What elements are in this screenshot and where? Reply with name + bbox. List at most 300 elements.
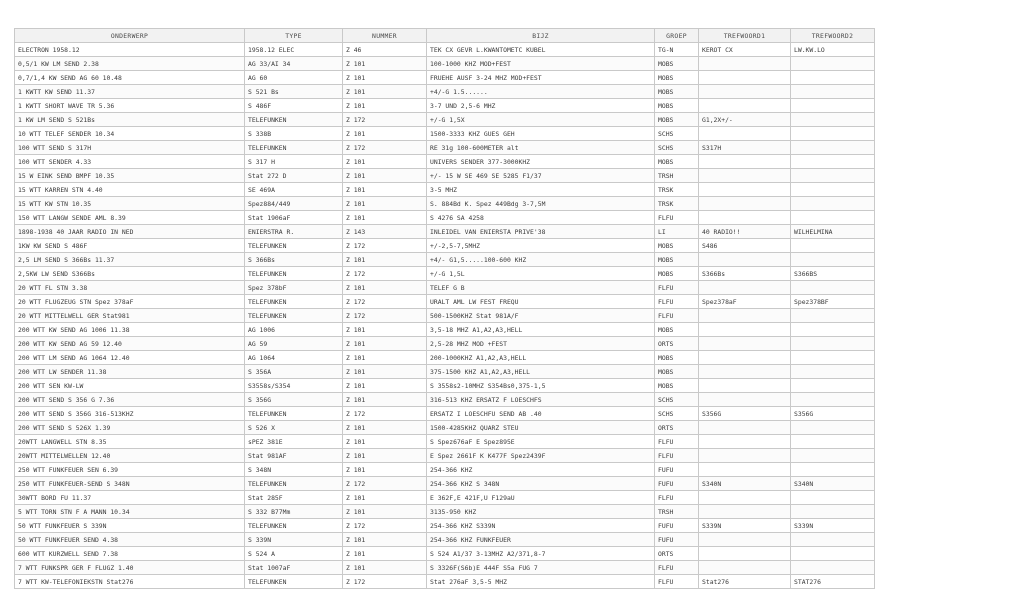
cell-type: TELEFUNKEN xyxy=(245,519,343,533)
cell-nummer: Z 101 xyxy=(343,351,427,365)
cell-trefwoord2 xyxy=(791,393,875,407)
cell-nummer: Z 172 xyxy=(343,239,427,253)
cell-onderwerp: 200 WTT LW SENDER 11.38 xyxy=(15,365,245,379)
cell-onderwerp: 50 WTT FUNKFEUER SEND 4.38 xyxy=(15,533,245,547)
cell-groep: FLFU xyxy=(655,309,699,323)
cell-nummer: Z 101 xyxy=(343,547,427,561)
cell-onderwerp: 20WTT MITTELWELLEN 12.40 xyxy=(15,449,245,463)
cell-type: TELEFUNKEN xyxy=(245,477,343,491)
cell-trefwoord2 xyxy=(791,281,875,295)
cell-trefwoord2 xyxy=(791,71,875,85)
table-header-row xyxy=(15,29,875,43)
cell-trefwoord1 xyxy=(699,127,791,141)
cell-nummer: Z 101 xyxy=(343,57,427,71)
cell-groep: TRSH xyxy=(655,169,699,183)
cell-nummer: Z 101 xyxy=(343,393,427,407)
cell-bijz: 3-7 UND 2,5-6 MHZ xyxy=(427,99,655,113)
cell-nummer: Z 101 xyxy=(343,197,427,211)
cell-nummer: Z 172 xyxy=(343,295,427,309)
cell-nummer: Z 101 xyxy=(343,85,427,99)
cell-bijz: +/-G 1,5L xyxy=(427,267,655,281)
cell-type: TELEFUNKEN xyxy=(245,575,343,589)
cell-groep: FUFU xyxy=(655,519,699,533)
table-row xyxy=(15,407,875,421)
cell-nummer: Z 172 xyxy=(343,267,427,281)
cell-trefwoord2 xyxy=(791,169,875,183)
table-row xyxy=(15,57,875,71)
cell-bijz: 100-1000 KHZ MOD+FEST xyxy=(427,57,655,71)
cell-type: S 486F xyxy=(245,99,343,113)
cell-onderwerp: 1KW KW SEND S 486F xyxy=(15,239,245,253)
cell-type: AG 59 xyxy=(245,337,343,351)
cell-trefwoord1: S339N xyxy=(699,519,791,533)
table-row xyxy=(15,281,875,295)
cell-trefwoord1 xyxy=(699,561,791,575)
cell-groep: FLFU xyxy=(655,295,699,309)
cell-onderwerp: 15 WTT KARREN STN 4.40 xyxy=(15,183,245,197)
cell-bijz: 1500-3333 KHZ GUES GEH xyxy=(427,127,655,141)
cell-trefwoord2: Spez378BF xyxy=(791,295,875,309)
cell-trefwoord1: Stat276 xyxy=(699,575,791,589)
cell-nummer: Z 101 xyxy=(343,449,427,463)
cell-onderwerp: 200 WTT KW SEND AG 1006 11.38 xyxy=(15,323,245,337)
cell-nummer: Z 101 xyxy=(343,71,427,85)
cell-onderwerp: 1898-1938 40 JAAR RADIO IN NED xyxy=(15,225,245,239)
cell-bijz: TEK CX GEVR L.KWANTOMETC KUBEL xyxy=(427,43,655,57)
cell-nummer: Z 101 xyxy=(343,491,427,505)
table-row xyxy=(15,365,875,379)
cell-trefwoord1 xyxy=(699,85,791,99)
cell-bijz: +4/- G1,5.....100-600 KHZ xyxy=(427,253,655,267)
cell-nummer: Z 143 xyxy=(343,225,427,239)
cell-onderwerp: 0,7/1,4 KW SEND AG 60 10.48 xyxy=(15,71,245,85)
cell-onderwerp: 10 WTT TELEF SENDER 10.34 xyxy=(15,127,245,141)
cell-trefwoord2: WILHELMINA xyxy=(791,225,875,239)
cell-trefwoord1 xyxy=(699,71,791,85)
cell-nummer: Z 101 xyxy=(343,99,427,113)
cell-type: TELEFUNKEN xyxy=(245,407,343,421)
cell-type: S 366Bs xyxy=(245,253,343,267)
cell-groep: MOBS xyxy=(655,71,699,85)
table-header xyxy=(15,29,875,43)
cell-trefwoord1 xyxy=(699,365,791,379)
cell-nummer: Z 101 xyxy=(343,379,427,393)
cell-trefwoord1: 40 RADIO!! xyxy=(699,225,791,239)
cell-bijz: 316-513 KHZ ERSATZ F LOESCHFS xyxy=(427,393,655,407)
table-row xyxy=(15,337,875,351)
cell-nummer: Z 101 xyxy=(343,323,427,337)
cell-bijz: S 3558s2-10MHZ S354Bs0,375-1,5 xyxy=(427,379,655,393)
table-row xyxy=(15,393,875,407)
cell-nummer: Z 172 xyxy=(343,407,427,421)
cell-groep: MOBS xyxy=(655,113,699,127)
cell-trefwoord1: S356G xyxy=(699,407,791,421)
cell-bijz: 3,5-18 MHZ A1,A2,A3,HELL xyxy=(427,323,655,337)
column-header-onderwerp: ONDERWERP xyxy=(15,29,245,43)
cell-groep: MOBS xyxy=(655,351,699,365)
cell-trefwoord1 xyxy=(699,379,791,393)
cell-trefwoord2 xyxy=(791,239,875,253)
cell-bijz: URALT AML LW FEST FREQU xyxy=(427,295,655,309)
cell-trefwoord2 xyxy=(791,211,875,225)
cell-onderwerp: 150 WTT LANGW SENDE AML 8.39 xyxy=(15,211,245,225)
table-row xyxy=(15,155,875,169)
cell-trefwoord2: STAT276 xyxy=(791,575,875,589)
cell-groep: LI xyxy=(655,225,699,239)
cell-type: S 521 Bs xyxy=(245,85,343,99)
cell-bijz: 3-5 MHZ xyxy=(427,183,655,197)
cell-type: 1958.12 ELEC xyxy=(245,43,343,57)
cell-trefwoord2 xyxy=(791,57,875,71)
cell-type: AG 1006 xyxy=(245,323,343,337)
table-row xyxy=(15,449,875,463)
cell-trefwoord2 xyxy=(791,505,875,519)
cell-nummer: Z 101 xyxy=(343,155,427,169)
table-row xyxy=(15,491,875,505)
table-row xyxy=(15,379,875,393)
cell-trefwoord2 xyxy=(791,155,875,169)
cell-onderwerp: 0,5/1 KW LM SEND 2.38 xyxy=(15,57,245,71)
cell-nummer: Z 101 xyxy=(343,561,427,575)
cell-nummer: Z 101 xyxy=(343,211,427,225)
cell-groep: ORTS xyxy=(655,421,699,435)
cell-groep: FUFU xyxy=(655,533,699,547)
cell-type: Spez 378bF xyxy=(245,281,343,295)
cell-groep: MOBS xyxy=(655,99,699,113)
cell-bijz: 375-1500 KHZ A1,A2,A3,HELL xyxy=(427,365,655,379)
cell-trefwoord2 xyxy=(791,561,875,575)
cell-type: S 339N xyxy=(245,533,343,547)
cell-nummer: Z 101 xyxy=(343,281,427,295)
cell-nummer: Z 101 xyxy=(343,435,427,449)
cell-onderwerp: 1 KW LM SEND S 521Bs xyxy=(15,113,245,127)
cell-trefwoord1 xyxy=(699,99,791,113)
cell-bijz: S 3326F(S6b)E 444F S5a FUG 7 xyxy=(427,561,655,575)
cell-trefwoord2 xyxy=(791,491,875,505)
cell-trefwoord2 xyxy=(791,309,875,323)
cell-onderwerp: 20 WTT MITTELWELL GER Stat981 xyxy=(15,309,245,323)
cell-onderwerp: 600 WTT KURZWELL SEND 7.38 xyxy=(15,547,245,561)
cell-bijz: INLEIDEL VAN ENIERSTA PRIVE'38 xyxy=(427,225,655,239)
cell-bijz: +/-G 1,5X xyxy=(427,113,655,127)
cell-bijz: +/- 15 W SE 469 SE 5285 F1/37 xyxy=(427,169,655,183)
cell-groep: FLFU xyxy=(655,211,699,225)
cell-groep: SCHS xyxy=(655,141,699,155)
cell-bijz: Stat 276aF 3,5-5 MHZ xyxy=(427,575,655,589)
cell-onderwerp: 20WTT LANGWELL STN 8.35 xyxy=(15,435,245,449)
table-row xyxy=(15,561,875,575)
cell-groep: SCHS xyxy=(655,127,699,141)
table-row xyxy=(15,309,875,323)
cell-trefwoord2 xyxy=(791,463,875,477)
cell-trefwoord1 xyxy=(699,351,791,365)
cell-trefwoord2 xyxy=(791,85,875,99)
table-row xyxy=(15,323,875,337)
cell-nummer: Z 101 xyxy=(343,253,427,267)
table-row xyxy=(15,113,875,127)
cell-onderwerp: 5 WTT TORN STN F A MANN 10.34 xyxy=(15,505,245,519)
cell-trefwoord1: S340N xyxy=(699,477,791,491)
cell-nummer: Z 101 xyxy=(343,463,427,477)
table-row xyxy=(15,85,875,99)
cell-trefwoord2 xyxy=(791,197,875,211)
table-row xyxy=(15,183,875,197)
cell-onderwerp: 200 WTT SEND S 356G 316-513KHZ xyxy=(15,407,245,421)
cell-type: S 526 X xyxy=(245,421,343,435)
cell-nummer: Z 172 xyxy=(343,477,427,491)
cell-bijz: 254-366 KHZ xyxy=(427,463,655,477)
cell-trefwoord1 xyxy=(699,505,791,519)
cell-type: AG 60 xyxy=(245,71,343,85)
cell-type: Stat 981AF xyxy=(245,449,343,463)
cell-onderwerp: 2,5 LM SEND S 366Bs 11.37 xyxy=(15,253,245,267)
cell-groep: MOBS xyxy=(655,379,699,393)
cell-trefwoord1: G1,2X+/- xyxy=(699,113,791,127)
table-body xyxy=(15,43,875,589)
cell-trefwoord2 xyxy=(791,435,875,449)
table-row xyxy=(15,533,875,547)
table-row xyxy=(15,267,875,281)
table-row xyxy=(15,211,875,225)
cell-trefwoord2: S340N xyxy=(791,477,875,491)
cell-nummer: Z 172 xyxy=(343,519,427,533)
cell-groep: MOBS xyxy=(655,85,699,99)
cell-nummer: Z 101 xyxy=(343,421,427,435)
cell-groep: FLFU xyxy=(655,281,699,295)
cell-trefwoord1 xyxy=(699,211,791,225)
cell-trefwoord1 xyxy=(699,435,791,449)
cell-type: AG 1064 xyxy=(245,351,343,365)
table-row xyxy=(15,547,875,561)
cell-onderwerp: 50 WTT FUNKFEUER S 339N xyxy=(15,519,245,533)
cell-trefwoord1 xyxy=(699,57,791,71)
cell-onderwerp: 100 WTT SEND S 317H xyxy=(15,141,245,155)
cell-trefwoord1 xyxy=(699,281,791,295)
table-row xyxy=(15,477,875,491)
cell-onderwerp: 250 WTT FUNKFEUER SEN 6.39 xyxy=(15,463,245,477)
cell-onderwerp: 2,5KW LW SEND S366Bs xyxy=(15,267,245,281)
cell-type: SE 469A xyxy=(245,183,343,197)
cell-trefwoord1 xyxy=(699,463,791,477)
cell-onderwerp: 7 WTT FUNKSPR GER F FLUGZ 1.40 xyxy=(15,561,245,575)
cell-groep: FUFU xyxy=(655,477,699,491)
cell-groep: MOBS xyxy=(655,323,699,337)
cell-type: S 338B xyxy=(245,127,343,141)
column-header-nummer: NUMMER xyxy=(343,29,427,43)
cell-type: TELEFUNKEN xyxy=(245,295,343,309)
cell-trefwoord1 xyxy=(699,337,791,351)
cell-onderwerp: 200 WTT KW SEND AG 59 12.40 xyxy=(15,337,245,351)
cell-trefwoord2 xyxy=(791,365,875,379)
cell-groep: FLFU xyxy=(655,449,699,463)
cell-onderwerp: 20 WTT FLUGZEUG STN Spez 378aF xyxy=(15,295,245,309)
cell-trefwoord1 xyxy=(699,253,791,267)
cell-nummer: Z 101 xyxy=(343,505,427,519)
cell-onderwerp: 200 WTT SEND S 356 G 7.36 xyxy=(15,393,245,407)
cell-type: Stat 272 D xyxy=(245,169,343,183)
cell-bijz: S 4276 SA 4258 xyxy=(427,211,655,225)
cell-trefwoord2 xyxy=(791,547,875,561)
cell-trefwoord2 xyxy=(791,99,875,113)
cell-type: ENIERSTRA R. xyxy=(245,225,343,239)
cell-onderwerp: 7 WTT KW-TELEFONIEKSTN Stat276 xyxy=(15,575,245,589)
cell-bijz: S. 884Bd K. Spez 449Bdg 3-7,5M xyxy=(427,197,655,211)
cell-type: S 332 B77Mm xyxy=(245,505,343,519)
cell-trefwoord2: S366BS xyxy=(791,267,875,281)
cell-bijz: +4/-G 1.5...... xyxy=(427,85,655,99)
table-row xyxy=(15,225,875,239)
table-row xyxy=(15,99,875,113)
cell-onderwerp: 250 WTT FUNKFEUER-SEND S 348N xyxy=(15,477,245,491)
cell-type: TELEFUNKEN xyxy=(245,309,343,323)
cell-trefwoord2 xyxy=(791,533,875,547)
cell-onderwerp: 15 W EINK SEND BMPF 10.35 xyxy=(15,169,245,183)
cell-trefwoord2 xyxy=(791,183,875,197)
cell-trefwoord1 xyxy=(699,197,791,211)
cell-nummer: Z 172 xyxy=(343,113,427,127)
cell-nummer: Z 101 xyxy=(343,169,427,183)
cell-trefwoord2: S339N xyxy=(791,519,875,533)
cell-bijz: E 362F,E 421F,U F129aU xyxy=(427,491,655,505)
cell-onderwerp: 1 KWTT SHORT WAVE TR 5.36 xyxy=(15,99,245,113)
table-row xyxy=(15,71,875,85)
cell-groep: TRSK xyxy=(655,197,699,211)
table-row xyxy=(15,435,875,449)
cell-trefwoord1 xyxy=(699,183,791,197)
cell-nummer: Z 101 xyxy=(343,127,427,141)
table-row xyxy=(15,239,875,253)
cell-nummer: Z 101 xyxy=(343,533,427,547)
cell-onderwerp: 200 WTT LM SEND AG 1064 12.40 xyxy=(15,351,245,365)
cell-onderwerp: 30WTT BORD FU 11.37 xyxy=(15,491,245,505)
cell-bijz: 254-366 KHZ FUNKFEUER xyxy=(427,533,655,547)
table-row xyxy=(15,505,875,519)
table-row xyxy=(15,421,875,435)
cell-bijz: ERSATZ I LOESCHFU SEND AB .40 xyxy=(427,407,655,421)
cell-type: S 524 A xyxy=(245,547,343,561)
cell-trefwoord1 xyxy=(699,323,791,337)
cell-trefwoord1 xyxy=(699,449,791,463)
cell-bijz: 1500-4285KHZ QUARZ STEU xyxy=(427,421,655,435)
cell-bijz: +/-2,5-7,5MHZ xyxy=(427,239,655,253)
cell-bijz: 254-366 KHZ S339N xyxy=(427,519,655,533)
table-row xyxy=(15,169,875,183)
cell-bijz: 200-1000KHZ A1,A2,A3,HELL xyxy=(427,351,655,365)
cell-trefwoord2 xyxy=(791,113,875,127)
cell-groep: MOBS xyxy=(655,155,699,169)
cell-bijz: 3135-950 KHZ xyxy=(427,505,655,519)
cell-trefwoord2 xyxy=(791,449,875,463)
cell-type: AG 33/AI 34 xyxy=(245,57,343,71)
cell-nummer: Z 172 xyxy=(343,141,427,155)
cell-groep: MOBS xyxy=(655,57,699,71)
cell-groep: MOBS xyxy=(655,239,699,253)
column-header-trefwoord1: TREFWOORD1 xyxy=(699,29,791,43)
cell-bijz: 500-1500KHZ Stat 981A/F xyxy=(427,309,655,323)
cell-onderwerp: 20 WTT FL STN 3.38 xyxy=(15,281,245,295)
cell-onderwerp: 1 KWTT KW SEND 11.37 xyxy=(15,85,245,99)
cell-onderwerp: ELECTRON 1958.12 xyxy=(15,43,245,57)
cell-bijz: RE 31g 100-600METER alt xyxy=(427,141,655,155)
table-row xyxy=(15,295,875,309)
cell-trefwoord1: S366Bs xyxy=(699,267,791,281)
cell-bijz: S 524 A1/37 3-13MHZ A2/371,8-7 xyxy=(427,547,655,561)
cell-groep: FLFU xyxy=(655,435,699,449)
column-header-groep: GROEP xyxy=(655,29,699,43)
cell-type: Stat 285F xyxy=(245,491,343,505)
table-row xyxy=(15,575,875,589)
cell-groep: MOBS xyxy=(655,365,699,379)
cell-groep: SCHS xyxy=(655,407,699,421)
cell-bijz: TELEF G B xyxy=(427,281,655,295)
cell-bijz: 254-366 KHZ S 348N xyxy=(427,477,655,491)
cell-type: S3558s/S354 xyxy=(245,379,343,393)
cell-trefwoord1 xyxy=(699,309,791,323)
cell-type: S 348N xyxy=(245,463,343,477)
table-row xyxy=(15,43,875,57)
cell-trefwoord2 xyxy=(791,421,875,435)
cell-trefwoord2 xyxy=(791,141,875,155)
cell-groep: ORTS xyxy=(655,337,699,351)
cell-bijz: 2,5-28 MHZ MOD +FEST xyxy=(427,337,655,351)
cell-groep: MOBS xyxy=(655,253,699,267)
cell-type: Spez884/449 xyxy=(245,197,343,211)
cell-groep: TRSH xyxy=(655,505,699,519)
table-row xyxy=(15,197,875,211)
cell-type: Stat 1906aF xyxy=(245,211,343,225)
cell-trefwoord1 xyxy=(699,155,791,169)
cell-groep: FLFU xyxy=(655,491,699,505)
cell-nummer: Z 101 xyxy=(343,337,427,351)
cell-onderwerp: 200 WTT SEND S 526X 1.39 xyxy=(15,421,245,435)
cell-bijz: E Spez 2661F K K477F Spez2439F xyxy=(427,449,655,463)
cell-trefwoord2: LW.KW.LO xyxy=(791,43,875,57)
cell-nummer: Z 172 xyxy=(343,575,427,589)
cell-type: S 356G xyxy=(245,393,343,407)
cell-trefwoord2: S356G xyxy=(791,407,875,421)
cell-groep: ORTS xyxy=(655,547,699,561)
cell-trefwoord2 xyxy=(791,337,875,351)
cell-trefwoord1 xyxy=(699,547,791,561)
cell-trefwoord1 xyxy=(699,491,791,505)
column-header-bijz: BIJZ xyxy=(427,29,655,43)
cell-trefwoord2 xyxy=(791,253,875,267)
cell-type: S 356A xyxy=(245,365,343,379)
cell-groep: FUFU xyxy=(655,463,699,477)
cell-trefwoord1 xyxy=(699,393,791,407)
cell-bijz: UNIVERS SENDER 377-3000KHZ xyxy=(427,155,655,169)
column-header-trefwoord2: TREFWOORD2 xyxy=(791,29,875,43)
table-row xyxy=(15,463,875,477)
cell-nummer: Z 172 xyxy=(343,309,427,323)
cell-trefwoord2 xyxy=(791,127,875,141)
cell-type: S 317 H xyxy=(245,155,343,169)
cell-onderwerp: 200 WTT SEN KW-LW xyxy=(15,379,245,393)
cell-type: TELEFUNKEN xyxy=(245,141,343,155)
table-row xyxy=(15,253,875,267)
cell-groep: FLFU xyxy=(655,561,699,575)
cell-type: TELEFUNKEN xyxy=(245,239,343,253)
cell-groep: TG-N xyxy=(655,43,699,57)
cell-groep: SCHS xyxy=(655,393,699,407)
column-header-type: TYPE xyxy=(245,29,343,43)
cell-trefwoord1: KEROT CX xyxy=(699,43,791,57)
cell-trefwoord1 xyxy=(699,533,791,547)
cell-trefwoord2 xyxy=(791,351,875,365)
table-row xyxy=(15,127,875,141)
cell-bijz: FRUEHE AUSF 3-24 MHZ MOD+FEST xyxy=(427,71,655,85)
table-row xyxy=(15,351,875,365)
